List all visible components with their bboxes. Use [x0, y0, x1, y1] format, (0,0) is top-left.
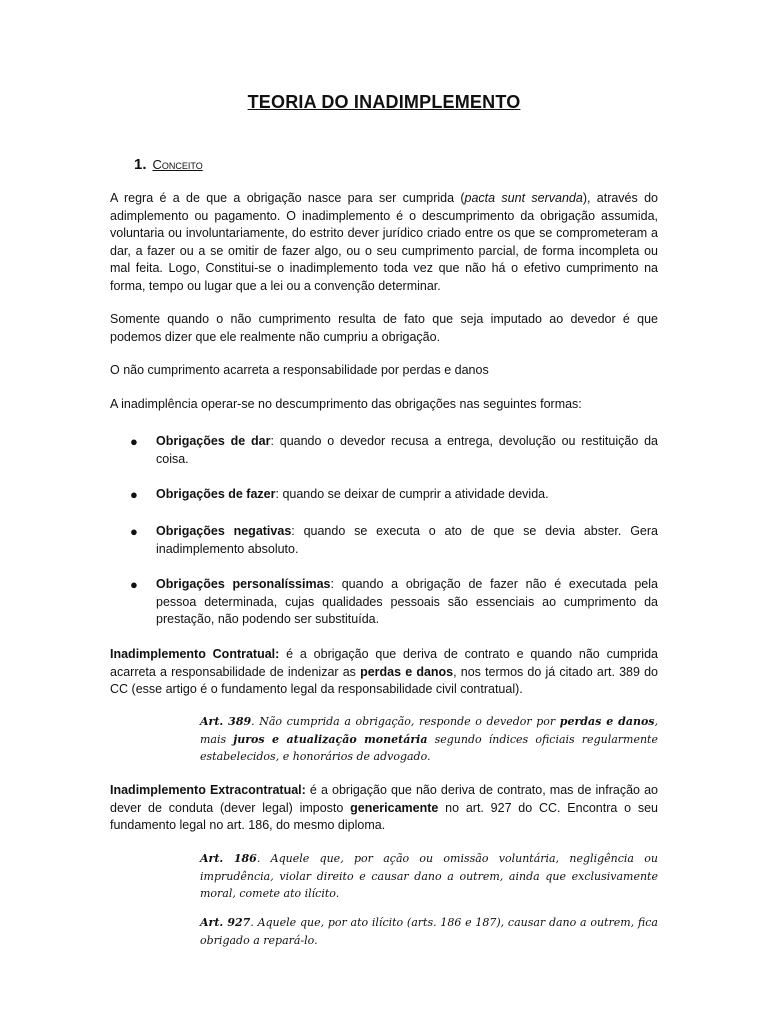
paragraph-extracontractual — [110, 782, 658, 835]
quote-art-927 — [200, 914, 658, 949]
document-title: TEORIA DO INADIMPLEMENTO — [247, 92, 521, 112]
bullet-text: : quando se deixar de cumprir a atividade devida. — [275, 487, 549, 501]
bullet-icon: ● — [130, 577, 138, 592]
emphasis-text: perdas e danos — [360, 664, 454, 679]
quote-text: . Aquele que, por ação ou omissão voluntária, negligência ou imprudência, violar direito e causar dano a outrem, ainda que exclusivamente moral, comete ato ilícito. — [200, 852, 658, 900]
bullet-text: : quando o devedor recusa a entrega, devolução ou restituição da coisa. — [156, 434, 658, 466]
bullet-text: : quando se executa o ato de que se devia abster. Gera inadimplemento absoluto. — [156, 524, 658, 556]
quote-art-186 — [200, 850, 658, 903]
quote-text: . Não cumprida a obrigação, responde o devedor por — [251, 715, 560, 728]
quote-text: segundo índices oficiais regularmente estabelecidos, e honorários de advogado. — [200, 732, 658, 763]
latin-term: pacta sunt servanda — [464, 191, 583, 205]
bullet-icon: ● — [130, 434, 138, 449]
definition-term: Inadimplemento Contratual: — [110, 647, 280, 661]
paragraph-text: no art. 927 do CC. Encontra o seu fundamento legal no art. 186, do mesmo diploma. — [110, 800, 659, 832]
emphasis-text: genericamente — [350, 800, 439, 815]
quote-text: . Aquele que, por ato ilícito (arts. 186 e 187), causar dano a outrem, fica obrigado a repará-lo. — [200, 916, 658, 947]
paragraph-text: é a obrigação que deriva de contrato e quando não cumprida acarreta a responsabilidade de indenizar as — [110, 647, 658, 679]
paragraph-text: ), através do adimplemento ou pagamento. O inadimplemento é o descumprimento da obrigação assumida, voluntaria ou involuntariamente, do estrito dever jurídico criado entre os que se comprometeram a dar, a fazer ou a se omitir de fazer algo, ou o seu cumprimento parcial, de forma incompleta ou mal feita. Logo, Constitui-se o inadimplemento toda vez que não há o efetivo cumprimento na forma, tempo ou lugar que a lei ou a convenção determinar. — [110, 191, 658, 293]
paragraph-concept — [110, 190, 658, 295]
paragraph-text: é a obrigação que não deriva de contrato, mas de infração ao dever de conduta (dever legal) imposto — [110, 783, 658, 815]
emphasis-text: perdas e danos — [559, 715, 655, 728]
bullet-icon: ● — [130, 487, 138, 502]
article-ref: Art. 389 — [200, 715, 252, 728]
article-ref: Art. 186 — [200, 852, 257, 865]
quote-text: , mais — [200, 715, 658, 746]
section-label: Conceito — [152, 157, 203, 172]
paragraph-imputation: Somente quando o não cumprimento resulta de fato que seja imputado ao devedor é que podemos dizer que ele realmente não cumpriu a obrigação. — [110, 312, 658, 344]
section-number: 1. — [134, 156, 147, 173]
definition-term: Inadimplemento Extracontratual: — [110, 783, 306, 797]
bullet-icon: ● — [130, 524, 138, 539]
bullet-term: Obrigações negativas — [156, 524, 292, 538]
paragraph-contractual — [110, 646, 658, 699]
section-heading — [134, 156, 203, 173]
bullet-text: : quando a obrigação de fazer não é executada pela pessoa determinada, cujas qualidades pessoais são essenciais ao cumprimento da prestação, não podendo ser substituída. — [156, 577, 658, 626]
emphasis-text: juros e atualização monetária — [233, 732, 428, 746]
bullet-term: Obrigações de fazer — [156, 487, 276, 501]
paragraph-text: , nos termos do já citado art. 389 do CC (esse artigo é o fundamento legal da responsabilidade civil contratual). — [110, 664, 658, 696]
quote-art-389 — [200, 713, 658, 766]
bullet-term: Obrigações de dar — [156, 434, 271, 448]
article-ref: Art. 927 — [200, 916, 251, 929]
paragraph-damages: O não cumprimento acarreta a responsabilidade por perdas e danos — [110, 363, 489, 377]
bullet-term: Obrigações personalíssimas — [156, 577, 331, 591]
paragraph-text: A regra é a de que a obrigação nasce para ser cumprida ( — [110, 191, 465, 205]
paragraph-forms-intro: A inadimplência operar-se no descumprimento das obrigações nas seguintes formas: — [110, 397, 582, 411]
